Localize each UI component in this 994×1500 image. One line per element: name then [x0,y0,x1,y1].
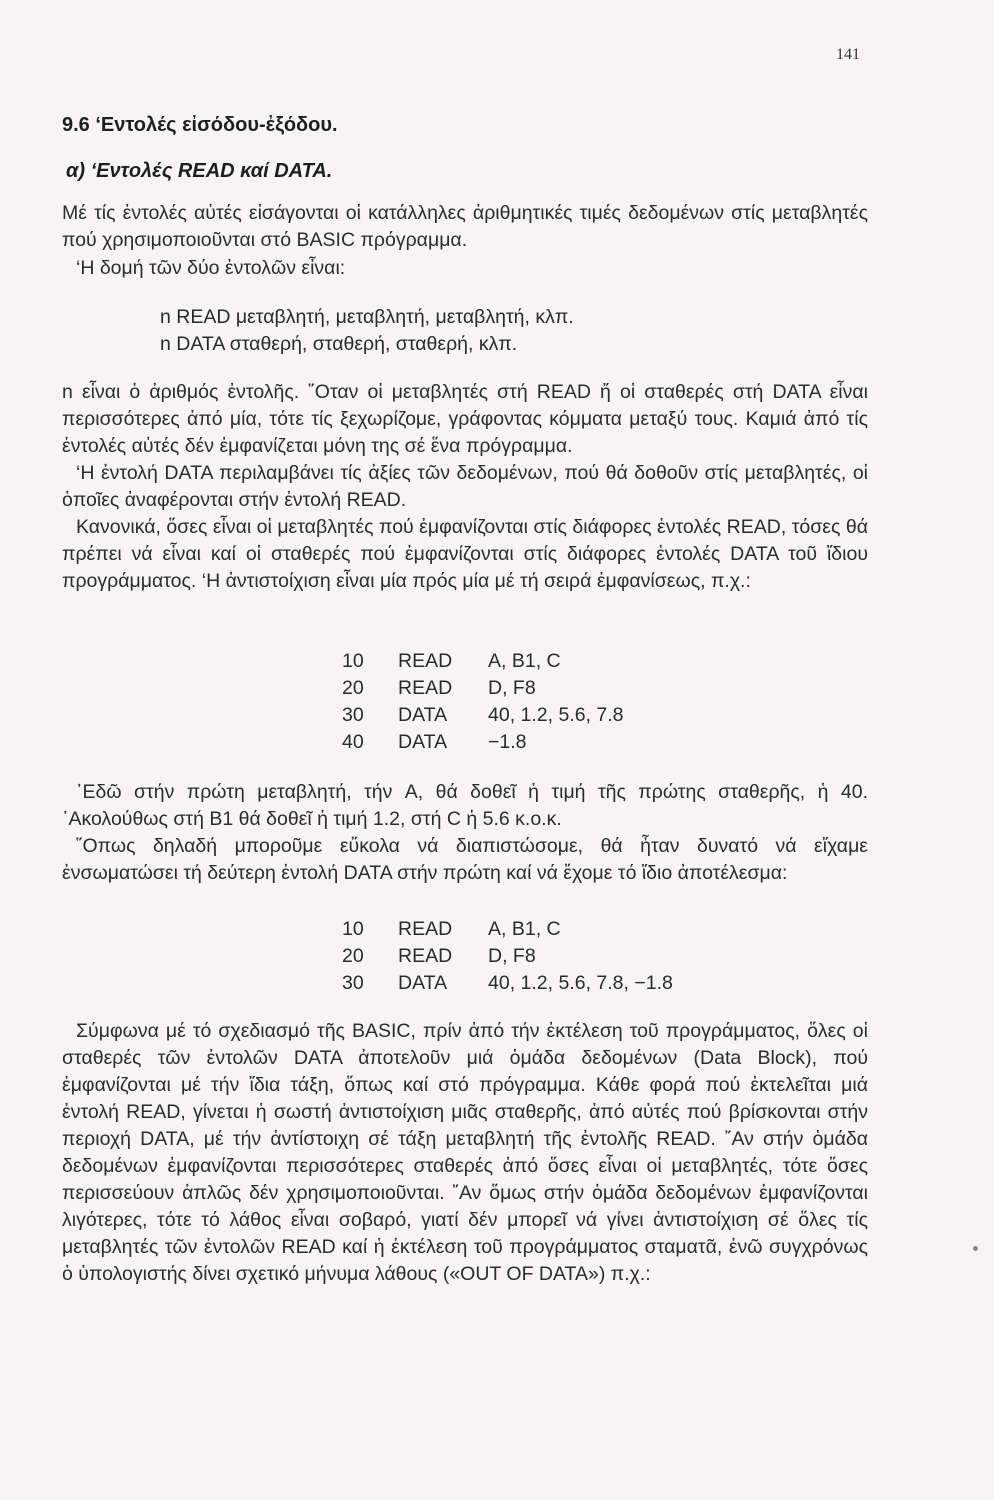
code-line: 10 READ A, B1, C [342,650,561,672]
paragraph-data-definition: ‘Η ἐντολή DATA περιλαμβάνει τίς ἀξίες τῶν δεδομένων, πού θά δοθοῦν στίς μεταβλητές, οἱ ὁποῖες ἀναφέρονται στήν ἐντολή READ. [62,462,868,511]
paragraph-normal-case: Κανονικά, ὅσες εἶναι οἱ μεταβλητές πού ἐμφανίζονται στίς διάφορες ἐντολές READ, τόσες θά πρέπει νά εἶναι καί οἱ σταθερές πού ἐμφανίζονται στίς διάφορες ἐντολές DATA τοῦ ἴδιου προγράμματος. ‘Η ἀντιστοίχιση εἶναι μία πρός μία μέ τή σειρά ἐμφανίσεως, π.χ.: [62,516,868,592]
paper-speck [973,1246,978,1251]
code-line: 30 DATA 40, 1.2, 5.6, 7.8 [342,704,624,726]
paragraph-here: ᾽Εδῶ στήν πρώτη μεταβλητή, τήν A, θά δοθεῖ ἡ τιμή τῆς πρώτης σταθερῆς, ἡ 40. ᾽Ακολούθως στή B1 θά δοθεῖ ἡ τιμή 1.2, στή C ἡ 5.6 κ.ο.κ. [62,781,868,830]
paragraph-n-definition: n εἶναι ὁ ἀριθμός ἐντολῆς. ῞Οταν οἱ μεταβλητές στή READ ἤ οἱ σταθερές στή DATA εἶναι περισσότερες ἀπό μία, τότε τίς ξεχωρίζομε, γράφοντας κόμματα μεταξύ τους. Καμιά ἀπό τίς ἐντολές αὐτές δέν ἐμφανίζεται μόνη της σέ ἕνα πρόγραμμα. [62,381,868,457]
code-line: 30 DATA 40, 1.2, 5.6, 7.8, −1.8 [342,972,673,994]
code-line: 20 READ D, F8 [342,945,536,967]
page-number: 141 [836,46,860,63]
section-title: 9.6 ‘Εντολές εἰσόδου-ἐξόδου. [62,114,338,136]
code-line: 20 READ D, F8 [342,677,536,699]
paragraph-basic-design: Σύμφωνα μέ τό σχεδιασμό τῆς BASIC, πρίν ἀπό τήν ἐκτέλεση τοῦ προγράμματος, ὅλες οἱ σταθερές τῶν ἐντολῶν DATA ἀποτελοῦν μιά ὁμάδα δεδομένων (Data Block), πού ἐμφανίζονται μέ τήν ἴδια τάξη, ὅπως καί στό πρόγραμμα. Κάθε φορά πού ἐκτελεῖται μιά ἐντολή READ, γίνεται ἡ σωστή ἀντιστοίχιση μιᾶς σταθερῆς, ἀπό αὐτές πού βρίσκονται στήν περιοχή DATA, μέ τήν ἀντίστοιχη σέ τάξη μεταβλητή τῆς ἐντολῆς READ. ῎Αν στήν ὁμάδα δεδομένων ἐμφανίζονται περισσότερες σταθερές ἀπό ὅσες εἶναι οἱ μεταβλητές, τότε ὅσες περισσεύουν ἁπλῶς δέν χρησιμοποιοῦνται. ῎Αν ὅμως στήν ὁμάδα δεδομένων ἐμφανίζονται λιγότερες, τότε τό λάθος εἶναι σοβαρό, γιατί δέν μπορεῖ νά γίνει ἀντιστοίχιση σέ ὅλες τίς μεταβλητές τῶν ἐντολῶν READ καί ἡ ἐκτέλεση τοῦ προγράμματος σταματᾶ, ἐνῶ συγχρόνως ὁ ὑπολογιστής δίνει σχετικό μήνυμα λάθους («OUT OF DATA») π.χ.: [62,1020,868,1285]
syntax-read-line: n READ μεταβλητή, μεταβλητή, μεταβλητή, κλπ. [160,306,574,328]
structure-intro: ‘Η δομή τῶν δύο ἐντολῶν εἶναι: [76,257,346,279]
code-example-2 [342,916,673,997]
intro-paragraph: Μέ τίς ἐντολές αὐτές εἰσάγονται οἱ κατάλληλες ἀριθμητικές τιμές δεδομένων στίς μεταβλητές πού χρησιμοποιοῦνται στό BASIC πρόγραμμα. [62,202,868,251]
subsection-title: α) ‘Εντολές READ καί DATA. [66,160,333,182]
code-line: 10 READ A, B1, C [342,918,561,940]
paragraph-as: ῞Οπως δηλαδή μποροῦμε εὔκολα νά διαπιστώσομε, θά ἦταν δυνατό νά εἴχαμε ἐνσωματώσει τή δεύτερη ἐντολή DATA στήν πρώτη καί νά ἔχομε τό ἴδιο ἀποτέλεσμα: [62,835,868,884]
syntax-data-line: n DATA σταθερή, σταθερή, σταθερή, κλπ. [160,333,518,355]
code-line: 40 DATA −1.8 [342,731,527,753]
code-example-1 [342,648,624,756]
